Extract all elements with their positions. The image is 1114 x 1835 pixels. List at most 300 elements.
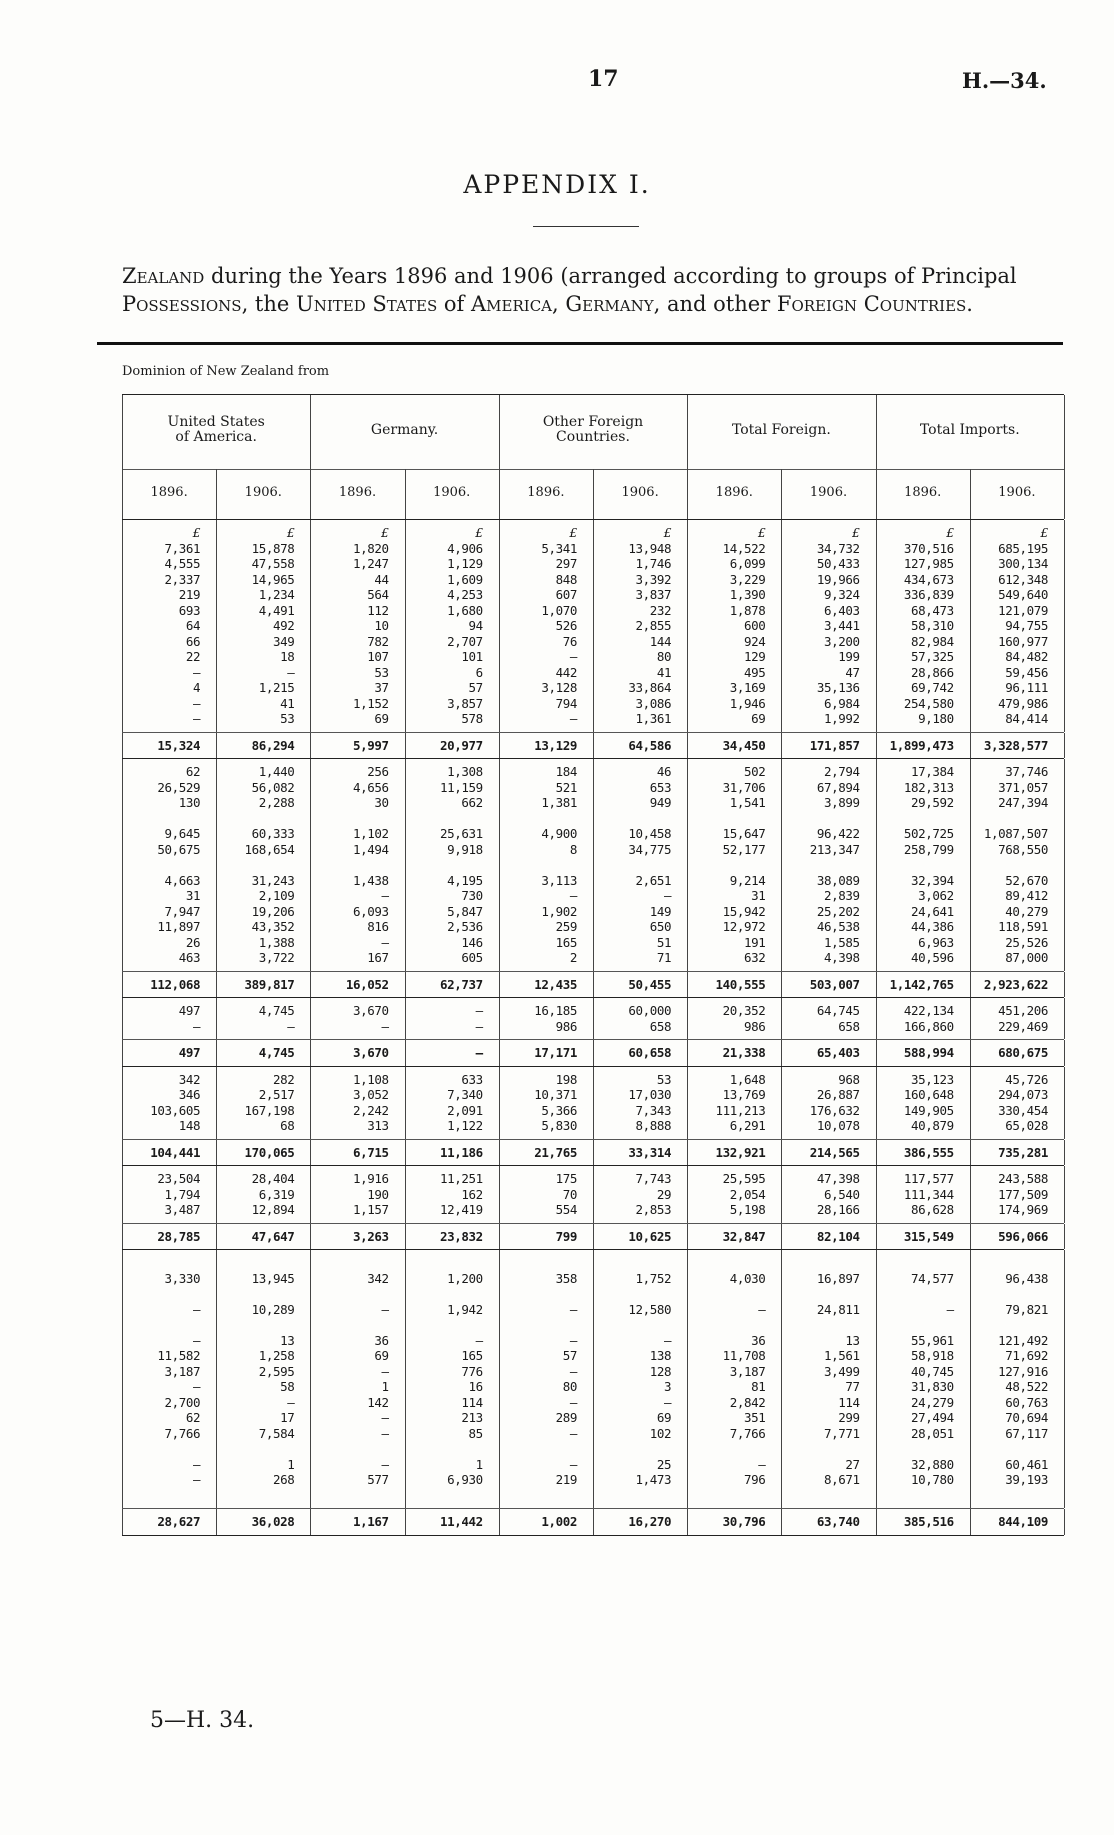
table-cell: 5,997 [352,737,389,753]
table-cell: 4,745 [258,1003,295,1018]
column-divider [216,1250,217,1508]
table-cell: 9,645 [164,826,201,841]
table-cell: 2,242 [352,1102,389,1118]
table-cell: 28,166 [816,1202,860,1217]
table-cell: 45,726 [1005,1071,1048,1087]
table-cell: 27 [845,1456,860,1472]
table-cell: 3,200 [823,633,860,649]
intro-part: United States [296,292,438,316]
table-cell: 25,631 [440,826,483,841]
table-cell: 30,796 [722,1514,766,1529]
table-cell: 50,675 [157,841,201,857]
column-divider [970,1140,971,1166]
table-cell: 526 [555,618,577,633]
column-divider [1064,1067,1065,1139]
table-cell: — [569,1363,577,1379]
table-cell: 3,487 [164,1202,201,1217]
column-divider [216,1040,217,1066]
year-header: 1906. [433,485,471,500]
intro-part: during the Years 1896 and 1906 (arranged according to groups of Principal [204,264,1017,288]
table-cell: 2,839 [823,888,860,903]
table-cell: 6,291 [729,1118,766,1133]
table-cell: 47,647 [251,1228,295,1244]
table-cell: — [193,1472,201,1487]
table-cell: 605 [461,950,483,965]
table-cell: 36 [374,1332,389,1348]
table-cell: 6,715 [352,1144,389,1160]
column-divider [216,520,217,732]
table-cell: 3,670 [352,1003,389,1018]
column-divider [310,1224,311,1250]
data-block [122,759,1064,972]
table-cell: 336,839 [903,587,954,602]
table-cell: 17,384 [911,764,954,779]
table-cell: 588,994 [903,1045,954,1060]
column-divider [405,1040,406,1066]
table-cell: — [664,1332,672,1348]
column-divider [310,395,311,519]
table-cell: 69 [374,711,389,726]
table-cell: 213,347 [809,841,860,857]
table-cell: 924 [743,633,766,649]
table-cell: 2,054 [729,1186,766,1202]
table-cell: 313 [367,1118,389,1133]
table-cell: 289 [555,1410,577,1425]
column-divider [593,1250,594,1508]
column-divider [781,1166,782,1223]
table-cell: 6 [475,664,483,680]
table-cell: 968 [838,1071,860,1087]
subtotal-block [122,972,1064,999]
table-cell: 554 [555,1202,577,1217]
table-cell: 62 [185,764,201,779]
column-divider [593,972,594,998]
column-divider [499,1166,500,1223]
table-cell: 177,509 [998,1186,1048,1202]
column-divider [876,1067,877,1139]
table-cell: 3,441 [823,618,860,633]
table-cell: 11,159 [440,779,483,795]
table-cell: 351 [743,1410,766,1425]
table-cell: 3,263 [352,1228,389,1244]
data-block [122,1250,1064,1509]
column-divider [781,469,782,519]
table-cell: 96,422 [816,826,860,841]
subtotal-block [122,1140,1064,1167]
table-cell: — [569,888,577,903]
column-divider [593,759,594,971]
table-cell: 55,961 [911,1332,954,1348]
table-cell: 650 [649,919,672,934]
column-divider [781,759,782,971]
column-divider [499,1224,500,1250]
table-cell: 69,742 [911,680,954,695]
table-cell: 10 [374,618,389,633]
table-cell: 1,102 [352,826,389,841]
table-cell: 1,002 [541,1514,577,1529]
subtotal-block [122,733,1064,760]
table-cell: 3,499 [823,1363,860,1379]
column-divider [876,972,877,998]
group-header: United States of America. [167,414,265,445]
table-cell: — [193,1301,201,1317]
table-cell: 794 [555,695,577,711]
column-divider [687,733,688,759]
intro-paragraph [122,262,1062,318]
table-cell: 2,091 [447,1102,483,1118]
table-cell: 3,670 [352,1045,389,1060]
column-divider [593,1166,594,1223]
table-cell: — [381,934,389,950]
column-divider [781,520,782,732]
table-cell: 57,325 [911,649,954,664]
table-cell: 165 [461,1348,483,1363]
column-divider [405,998,406,1039]
table-cell: 1,390 [729,587,766,602]
table-cell: 129 [743,649,766,664]
table-cell: 1,152 [352,695,389,711]
table-cell: 31,243 [251,872,295,888]
table-cell: 19,966 [816,571,860,587]
column-divider [687,759,688,971]
table-cell: 442 [555,664,577,680]
table-cell: 2,923,622 [983,976,1048,992]
table-cell: 2,517 [258,1087,295,1102]
table-cell: 15,324 [157,737,201,753]
table-cell: 1,381 [541,795,577,810]
column-divider [216,1509,217,1535]
table-cell: 13,948 [628,540,672,556]
table-cell: 41 [656,664,672,680]
table-cell: 299 [838,1410,860,1425]
table-cell: — [193,695,201,711]
table-cell: 653 [649,779,672,795]
table-cell: 730 [461,888,483,903]
column-divider [122,1250,123,1508]
table-cell: 799 [555,1228,577,1244]
column-divider [970,759,971,971]
column-divider [499,1140,500,1166]
table-cell: 11,708 [722,1348,766,1363]
table-cell: — [381,1410,389,1425]
table-cell: 86,628 [911,1202,954,1217]
table-cell: 175 [555,1171,577,1186]
table-cell: 60,658 [628,1045,672,1060]
column-divider [310,520,311,732]
intro-part: America [471,292,553,316]
table-cell: 612,348 [998,571,1048,587]
table-cell: 37,746 [1005,764,1048,779]
table-cell: 3,328,577 [983,737,1048,753]
column-divider [122,972,123,998]
table-cell: 564 [367,587,389,602]
table-cell: 52,670 [1005,872,1048,888]
table-cell: 1 [475,1456,483,1472]
column-divider [876,1509,877,1535]
column-divider [216,469,217,519]
table-cell: 170,065 [244,1144,295,1160]
table-cell: 1,946 [729,695,766,711]
table-cell: 521 [555,779,577,795]
intro-part: of [437,292,471,316]
table-cell: 16,897 [816,1270,860,1286]
table-cell: 79,821 [1005,1301,1048,1317]
table-cell: 1,200 [447,1270,483,1286]
column-divider [310,1140,311,1166]
table-cell: 69 [374,1348,389,1363]
table-cell: 12,894 [251,1202,295,1217]
table-cell: 986 [743,1018,766,1034]
table-cell: 28,051 [911,1425,954,1441]
table-cell: 2,842 [729,1394,766,1410]
table-cell: 2,707 [447,633,483,649]
table-cell: 33,864 [628,680,672,695]
table-cell: 5,366 [541,1102,577,1118]
intro-part: , and other [653,292,777,316]
column-divider [1064,520,1065,732]
table-cell: 18 [280,649,295,664]
table-cell: 1,561 [823,1348,860,1363]
table-cell: 132,921 [715,1144,766,1160]
column-divider [310,1040,311,1066]
table-cell: 10,371 [534,1087,577,1102]
table-cell: — [193,711,201,726]
table-cell: 2,855 [635,618,672,633]
table-cell: 62,737 [440,976,483,992]
table-cell: 1,541 [729,795,766,810]
subtotal-block [122,1509,1064,1536]
table-cell: 3,187 [164,1363,201,1379]
table-cell: 1,992 [823,711,860,726]
table-cell: 1,609 [447,571,483,587]
table-cell: 1,070 [541,602,577,618]
table-cell: 3,857 [447,695,483,711]
year-header: 1896. [715,485,753,500]
table-cell: 7,766 [729,1425,766,1441]
table-cell: 81 [751,1379,766,1394]
table-cell: 294,073 [998,1087,1048,1102]
table-cell: 22 [185,649,201,664]
table-cell: 6,403 [823,602,860,618]
column-divider [499,759,500,971]
table-cell: 25 [656,1456,672,1472]
table-cell: 80 [656,649,672,664]
table-cell: 26,529 [157,779,201,795]
table-cell: 138 [649,1348,672,1363]
year-header: 1896. [338,485,377,500]
table-cell: 3,052 [352,1087,389,1102]
table-cell: — [475,1045,483,1060]
table-cell: — [758,1456,766,1472]
column-divider [781,1509,782,1535]
table-cell: — [287,664,295,680]
column-divider [122,1224,123,1250]
table-cell: 11,582 [157,1348,201,1363]
table-cell: 1,388 [258,934,295,950]
table-cell: — [193,1379,201,1394]
table-cell: 104,441 [150,1144,201,1160]
column-divider [593,1224,594,1250]
table-cell: 4 [193,680,201,695]
year-header: 1906. [998,485,1036,500]
column-divider [122,395,123,519]
table-header [122,394,1064,520]
column-divider [781,1140,782,1166]
column-divider [1064,998,1065,1039]
table-cell: 17,030 [628,1087,672,1102]
table-cell: 7,584 [258,1425,295,1441]
table-cell: 1,916 [352,1171,389,1186]
table-cell: 166,860 [903,1018,954,1034]
table-cell: 4,030 [729,1270,766,1286]
table-cell: 40,745 [911,1363,954,1379]
table-cell: 219 [555,1472,577,1487]
table-cell: 219 [178,587,201,602]
table-cell: 127,985 [903,556,954,571]
table-cell: 254,580 [903,695,954,711]
table-cell: 844,109 [998,1514,1048,1529]
table-cell: 502 [743,764,766,779]
table-cell: 4,900 [541,826,577,841]
table-cell: 434,673 [903,571,954,587]
table-cell: 1,878 [729,602,766,618]
table-cell: 70 [562,1186,577,1202]
table-cell: 64,745 [816,1003,860,1018]
column-divider [970,733,971,759]
table-cell: 7,766 [164,1425,201,1441]
column-divider [970,998,971,1039]
table-cell: 2,794 [823,764,860,779]
group-header: Total Imports. [919,421,1020,438]
table-cell: 68 [280,1118,295,1133]
table-cell: 1,585 [823,934,860,950]
table-cell: 11,251 [440,1171,483,1186]
table-cell: 13 [845,1332,860,1348]
table-cell: 13,129 [534,737,577,753]
group-header: Germany. [370,421,439,438]
table-cell: 600 [743,618,766,633]
column-divider [593,1509,594,1535]
column-divider [122,1140,123,1166]
intro-part: , [552,292,566,316]
table-cell: 171,857 [809,737,860,753]
table-cell: 685,195 [998,540,1048,556]
table-cell: 60,461 [1005,1456,1048,1472]
table-cell: 44,386 [911,919,954,934]
table-cell: 47,558 [251,556,295,571]
table-cell: 142 [367,1394,389,1410]
table-cell: 8,671 [823,1472,860,1487]
table-cell: 32,847 [722,1228,766,1244]
table-cell: — [381,1301,389,1317]
table-cell: 11,186 [440,1144,483,1160]
table-cell: 52,177 [722,841,766,857]
column-divider [876,759,877,971]
table-cell: 497 [178,1045,201,1060]
table-cell: 1,234 [258,587,295,602]
table-cell: 1,361 [635,711,672,726]
year-header: 1896. [150,485,188,500]
table-cell: 182,313 [903,779,954,795]
table-cell: 60,333 [251,826,295,841]
table-cell: 247,394 [998,795,1048,810]
table-cell: 3,128 [541,680,577,695]
table-cell: 5,847 [447,903,483,919]
table-cell: 349 [272,633,295,649]
column-divider [970,1067,971,1139]
column-divider [1064,733,1065,759]
table-cell: £ [663,525,672,540]
page-number: 17 [588,66,619,92]
column-divider [876,520,877,732]
table-cell: 102 [649,1425,672,1441]
table-cell: 89,412 [1005,888,1048,903]
table-cell: 74,577 [911,1270,954,1286]
table-cell: £ [192,525,201,540]
table-cell: 300,134 [998,556,1048,571]
column-divider [876,1250,877,1508]
column-divider [781,1250,782,1508]
table-cell: 1,473 [635,1472,672,1487]
table-cell: 50,433 [816,556,860,571]
table-cell: 82,984 [911,633,954,649]
table-cell: 149 [649,903,672,919]
table-cell: 46 [656,764,672,779]
table-cell: 24,279 [911,1394,954,1410]
table-cell: 986 [555,1018,577,1034]
table-cell: 13,945 [251,1270,295,1286]
column-divider [405,1509,406,1535]
table-cell: — [758,1301,766,1317]
column-divider [593,1140,594,1166]
table-cell: — [193,1456,201,1472]
year-header: 1896. [904,485,942,500]
table-cell: 2,337 [164,571,201,587]
column-divider [405,1166,406,1223]
table-cell: 259 [555,919,577,934]
heavy-rule [97,342,1063,345]
table-cell: — [664,1394,672,1410]
table-cell: 1,258 [258,1348,295,1363]
table-cell: 37 [374,680,389,695]
table-cell: 59,456 [1005,664,1048,680]
table-cell: 4,253 [447,587,483,602]
appendix-title: APPENDIX I. [463,170,651,199]
column-divider [1064,1509,1065,1535]
column-divider [216,1067,217,1139]
table-cell: 9,214 [729,872,766,888]
column-divider [122,1067,123,1139]
table-cell: 96,111 [1005,680,1048,695]
table-cell: 768,550 [998,841,1048,857]
table-cell: 1,902 [541,903,577,919]
title-divider [533,226,639,227]
table-cell: 7,343 [635,1102,672,1118]
table-cell: 342 [367,1270,389,1286]
table-cell: 6,319 [258,1186,295,1202]
table-cell: 20,977 [440,737,483,753]
column-divider [970,520,971,732]
column-divider [781,733,782,759]
intro-part: Zealand [122,264,205,288]
table-cell: 1,108 [352,1071,389,1087]
table-cell: 190 [367,1186,389,1202]
table-cell: 67,894 [816,779,860,795]
table-subheading: Dominion of New Zealand from [122,364,330,379]
table-cell: 549,640 [998,587,1048,602]
table-cell: 14,522 [722,540,766,556]
table-cell: 10,780 [911,1472,954,1487]
